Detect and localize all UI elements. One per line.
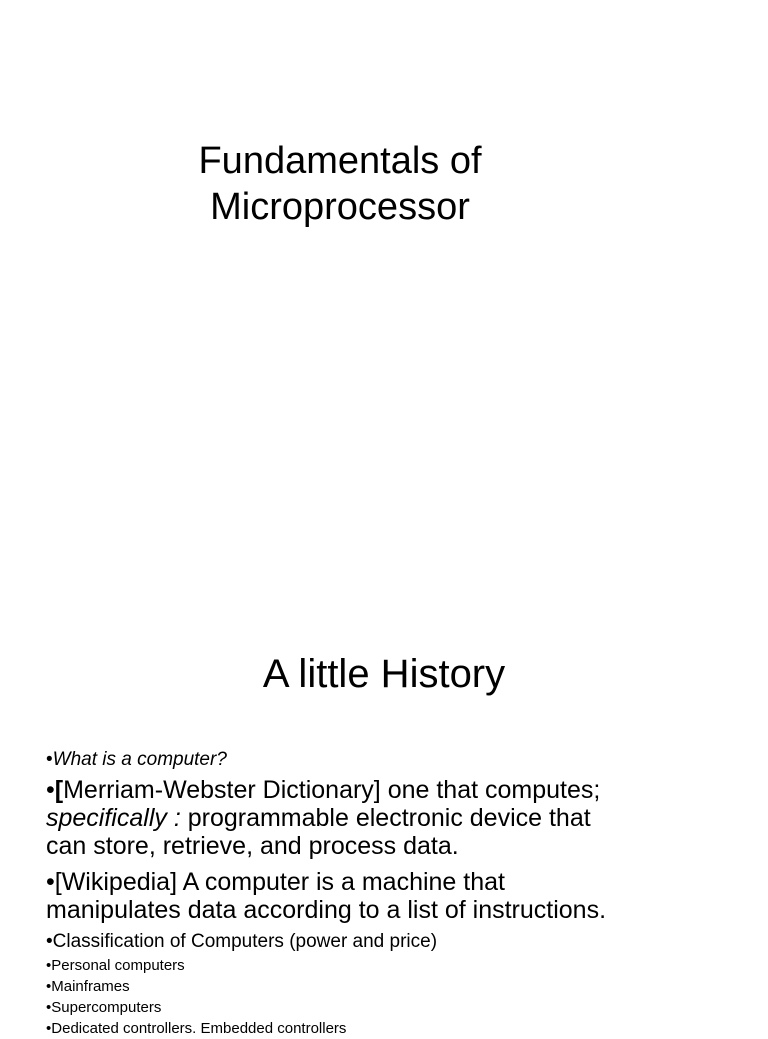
bullet-wikipedia-definition bbox=[46, 868, 746, 924]
bullet-marker: • bbox=[46, 868, 55, 896]
slide-title bbox=[160, 138, 520, 230]
bullet-marker: • bbox=[46, 978, 52, 995]
wikipedia-line-2: manipulates data according to a list of instructions. bbox=[46, 896, 607, 924]
definition-source: Merriam-Webster Dictionary] one that computes; bbox=[63, 776, 601, 804]
bullet-text: Classification of Computers (power and price) bbox=[52, 931, 438, 952]
bullet-marker: • bbox=[46, 749, 53, 770]
bullet-supercomputers bbox=[46, 998, 746, 1018]
bullet-marker: • bbox=[46, 931, 53, 952]
bullet-text: Mainframes bbox=[51, 978, 130, 995]
bullet-text: Supercomputers bbox=[51, 999, 162, 1016]
bullet-marker: • bbox=[46, 999, 52, 1016]
bullet-classification bbox=[46, 930, 746, 954]
definition-emphasis: specifically : bbox=[46, 804, 181, 832]
bullet-personal-computers bbox=[46, 956, 746, 976]
bullet-what-is-computer bbox=[46, 748, 746, 772]
bullet-text: Dedicated controllers. Embedded controllers bbox=[51, 1020, 347, 1037]
bullet-merriam-webster-definition bbox=[46, 776, 746, 860]
bullet-marker: • bbox=[46, 1020, 52, 1037]
bullet-marker: • bbox=[46, 776, 55, 804]
bullet-text: Personal computers bbox=[51, 957, 185, 974]
wikipedia-line-1: [Wikipedia] A computer is a machine that bbox=[54, 868, 505, 896]
definition-text: programmable electronic device that bbox=[180, 804, 591, 832]
section-title: A little History bbox=[262, 652, 506, 696]
definition-text-line-3: can store, retrieve, and process data. bbox=[46, 832, 459, 860]
bullet-text: What is a computer? bbox=[52, 749, 227, 770]
slide-title-line-1: Fundamentals of bbox=[198, 140, 482, 182]
slide-title-line-2: Microprocessor bbox=[210, 186, 470, 228]
bullet-marker: • bbox=[46, 957, 52, 974]
bullet-mainframes bbox=[46, 977, 746, 997]
bullet-dedicated-controllers bbox=[46, 1019, 746, 1039]
open-bracket: [ bbox=[54, 776, 64, 804]
